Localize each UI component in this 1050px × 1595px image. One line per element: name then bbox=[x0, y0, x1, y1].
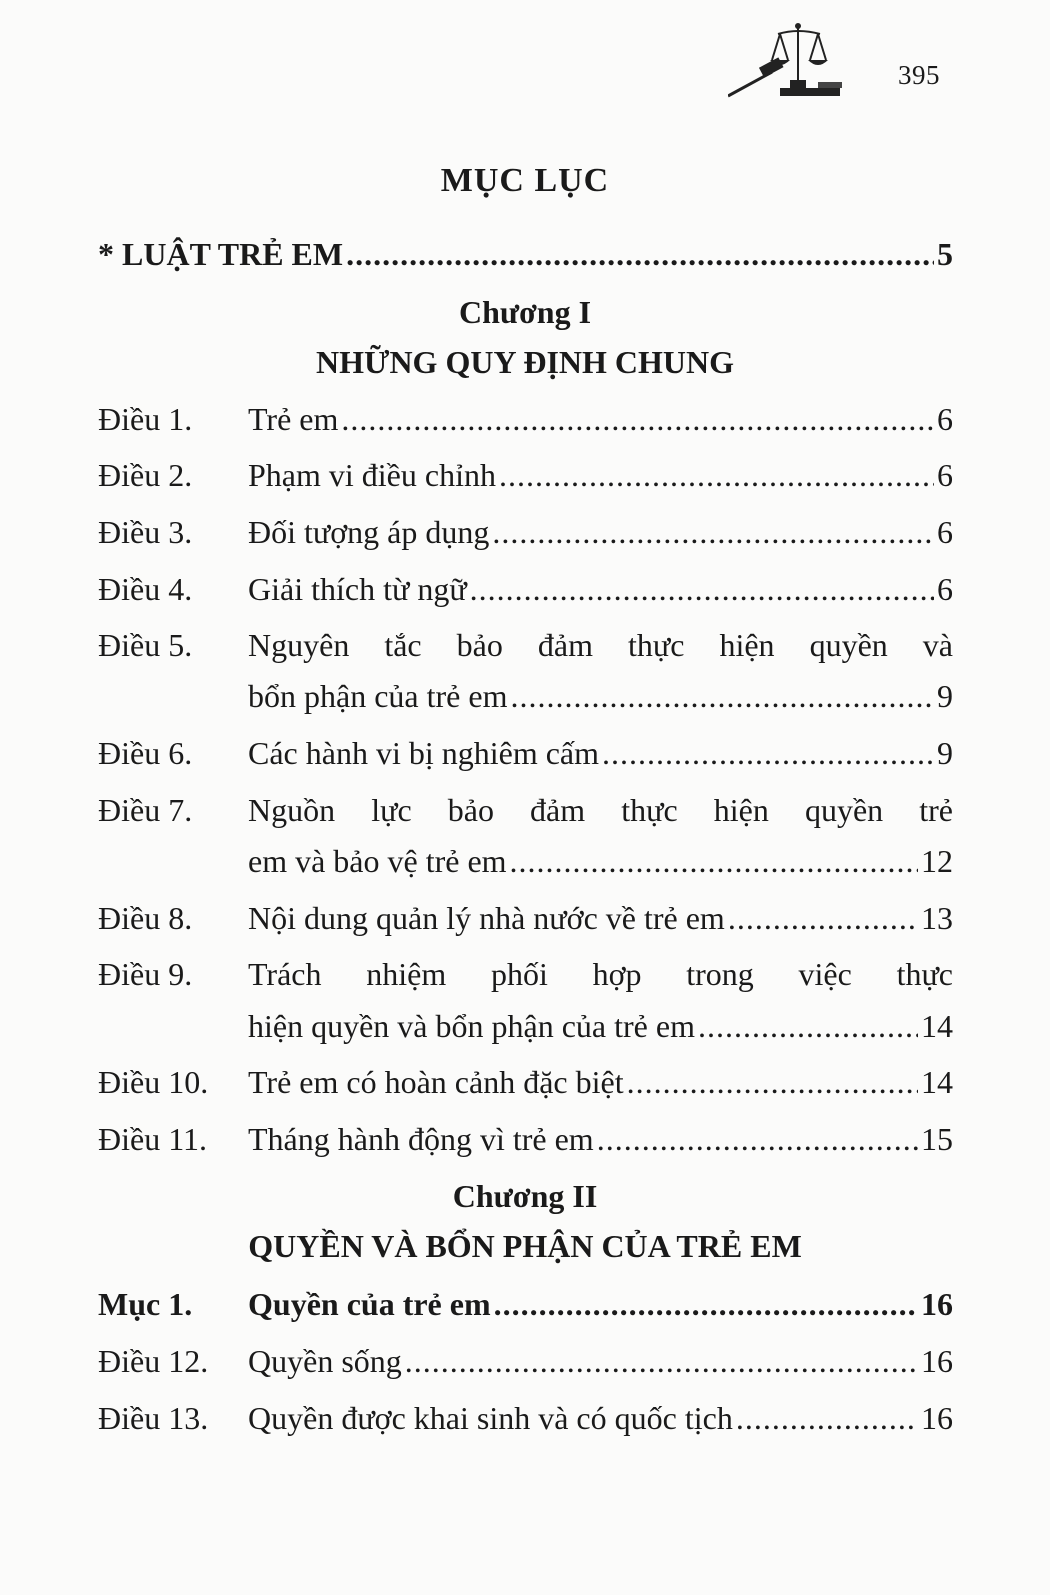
toc-entry-label: Điều 13. bbox=[98, 1400, 209, 1436]
dot-leader bbox=[597, 1121, 918, 1158]
page-title: MỤC LỤC bbox=[440, 162, 610, 199]
toc-page-number: 13 bbox=[921, 900, 953, 936]
chapter-name: QUYỀN VÀ BỔN PHẬN CỦA TRẺ EM bbox=[248, 1228, 802, 1264]
toc-page-number: 6 bbox=[937, 514, 953, 550]
toc-page-number: 16 bbox=[921, 1400, 953, 1436]
dot-leader bbox=[698, 1008, 918, 1045]
toc-entry bbox=[98, 401, 953, 445]
toc-law-entry bbox=[98, 236, 953, 280]
toc-entry-label: Điều 4. bbox=[98, 571, 193, 607]
toc-page-number: 16 bbox=[921, 1343, 953, 1379]
toc-page-number: 5 bbox=[937, 236, 953, 272]
toc-entry-continued bbox=[98, 678, 953, 722]
toc-entry-label: Điều 7. bbox=[98, 792, 193, 828]
toc-page-number: 14 bbox=[921, 1064, 953, 1100]
toc-entry bbox=[98, 1064, 953, 1108]
toc-page-number: 15 bbox=[921, 1121, 953, 1157]
toc-entry-label: Điều 3. bbox=[98, 514, 193, 550]
dot-leader bbox=[510, 678, 934, 715]
chapter-heading: Chương II bbox=[452, 1178, 598, 1214]
toc-page-number: 6 bbox=[937, 457, 953, 493]
toc-entry-label: Điều 6. bbox=[98, 735, 193, 771]
toc-entry-text: Trẻ em có hoàn cảnh đặc biệt bbox=[248, 1064, 624, 1100]
toc-entry-label: Điều 2. bbox=[98, 457, 193, 493]
dot-leader bbox=[405, 1343, 918, 1380]
toc-entry-text: Giải thích từ ngữ bbox=[248, 571, 467, 607]
page-number: 395 bbox=[898, 60, 940, 90]
toc-entry-label: Điều 1. bbox=[98, 401, 193, 437]
toc-page-number: 6 bbox=[937, 401, 953, 437]
toc-entry bbox=[98, 956, 953, 1000]
toc-entry bbox=[98, 735, 953, 779]
toc-entry-text: Tháng hành động vì trẻ em bbox=[248, 1121, 594, 1157]
toc-entry bbox=[98, 792, 953, 836]
dot-leader bbox=[499, 457, 934, 494]
toc-entry-text: Các hành vi bị nghiêm cấm bbox=[248, 735, 600, 771]
toc-entry-label: Điều 12. bbox=[98, 1343, 209, 1379]
dot-leader bbox=[627, 1064, 918, 1101]
toc-page-number: 9 bbox=[937, 678, 953, 714]
dot-leader bbox=[492, 514, 934, 551]
toc-entry-continued bbox=[98, 1008, 953, 1052]
scales-of-justice-and-gavel-icon bbox=[728, 20, 853, 102]
toc-entry-label: Điều 5. bbox=[98, 627, 193, 663]
dot-leader bbox=[494, 1286, 918, 1323]
toc-entry bbox=[98, 457, 953, 501]
toc-page-number: 12 bbox=[921, 843, 953, 879]
toc-entry-text: Nguồn lực bảo đảm thực hiện quyền trẻ bbox=[248, 792, 953, 828]
toc-entry bbox=[98, 627, 953, 671]
toc-page-number: 9 bbox=[937, 735, 953, 771]
toc-entry-label: Điều 8. bbox=[98, 900, 193, 936]
toc-entry bbox=[98, 1400, 953, 1444]
chapter-heading: Chương I bbox=[458, 294, 592, 330]
toc-entry-text: Nội dung quản lý nhà nước về trẻ em bbox=[248, 900, 725, 936]
toc-entry-text: hiện quyền và bổn phận của trẻ em bbox=[248, 1008, 695, 1044]
dot-leader bbox=[510, 843, 918, 880]
dot-leader bbox=[728, 900, 918, 937]
toc-entry-text: Trẻ em bbox=[248, 401, 339, 437]
toc-section-entry bbox=[98, 1286, 953, 1330]
toc-entry bbox=[98, 1343, 953, 1387]
toc-entry bbox=[98, 571, 953, 615]
toc-page-number: 14 bbox=[921, 1008, 953, 1044]
toc-entry-text: Quyền được khai sinh và có quốc tịch bbox=[248, 1400, 733, 1436]
toc-entry bbox=[98, 514, 953, 558]
toc-entry-text: Phạm vi điều chỉnh bbox=[248, 457, 496, 493]
toc-page-number: 6 bbox=[937, 571, 953, 607]
dot-leader bbox=[736, 1400, 918, 1437]
dot-leader bbox=[602, 735, 934, 772]
toc-entry-text: Nguyên tắc bảo đảm thực hiện quyền và bbox=[248, 627, 953, 663]
toc-entry-text: Quyền của trẻ em bbox=[248, 1286, 491, 1322]
toc-section-label: Mục 1. bbox=[98, 1286, 193, 1322]
toc-entry-label: Điều 11. bbox=[98, 1121, 208, 1157]
toc-entry-label: Điều 10. bbox=[98, 1064, 209, 1100]
dot-leader bbox=[470, 571, 934, 608]
toc-entry-text: Trách nhiệm phối hợp trong việc thực bbox=[248, 956, 953, 992]
chapter-name: NHỮNG QUY ĐỊNH CHUNG bbox=[315, 344, 735, 380]
toc-entry bbox=[98, 900, 953, 944]
toc-entry-text: * LUẬT TRẺ EM bbox=[98, 236, 344, 272]
toc-page-number: 16 bbox=[921, 1286, 953, 1322]
toc-entry-text: Quyền sống bbox=[248, 1343, 402, 1379]
toc-entry-text: bổn phận của trẻ em bbox=[248, 678, 508, 714]
toc-entry-text: em và bảo vệ trẻ em bbox=[248, 843, 507, 879]
dot-leader bbox=[341, 401, 934, 438]
toc-entry-text: Đối tượng áp dụng bbox=[248, 514, 490, 550]
dot-leader bbox=[346, 236, 934, 273]
toc-entry-continued bbox=[98, 843, 953, 887]
toc-entry-label: Điều 9. bbox=[98, 956, 193, 992]
toc-entry bbox=[98, 1121, 953, 1165]
